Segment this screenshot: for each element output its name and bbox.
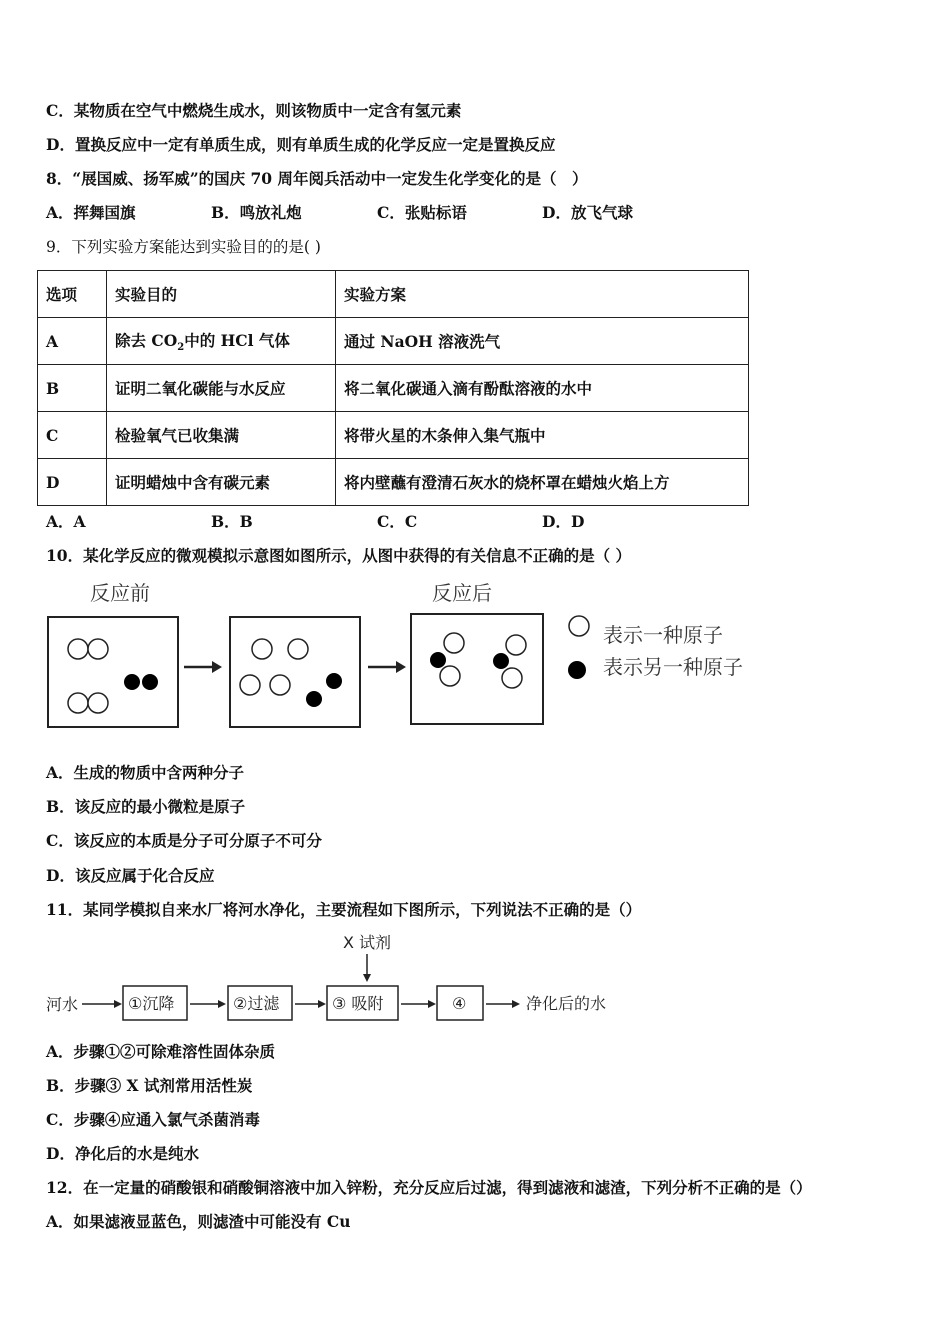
white-atom [252,639,272,659]
black-atom [306,691,322,707]
table-cell-option: A [38,318,107,365]
reagent-label: X 试剂 [343,933,392,952]
table-cell-method: 将带火星的木条伸入集气瓶中 [336,412,749,459]
q8-option-c: C．张贴标语 [377,203,467,222]
reaction-diagram [40,575,760,735]
step-label: ④ [452,994,467,1013]
white-atom [88,639,108,659]
table-row [38,459,749,506]
experiment-table [37,270,749,506]
table-cell-method: 通过 NaOH 溶液洗气 [336,318,749,365]
table-row [38,318,749,365]
question-8: 8．“展国威、扬军威”的国庆 70 周年阅兵活动中一定发生化学变化的是（ ） [46,169,588,188]
question-9: 9．下列实验方案能达到实验目的的是( ) [46,238,321,256]
black-atom [326,673,342,689]
q8-option-b: B．鸣放礼炮 [211,203,302,222]
q7-option-d: D．置换反应中一定有单质生成，则有单质生成的化学反应一定是置换反应 [46,135,556,154]
purification-flow [40,928,640,1028]
q10-option-b: B．该反应的最小微粒是原子 [46,797,246,816]
q10-option-d: D．该反应属于化合反应 [46,866,215,885]
white-atom [68,639,88,659]
table-cell-option: D [38,459,107,506]
legend-black-label: 表示另一种原子 [603,655,743,679]
table-cell-purpose: 证明蜡烛中含有碳元素 [107,459,336,506]
box-after [411,614,543,724]
question-12: 12．在一定量的硝酸银和硝酸铜溶液中加入锌粉，充分反应后过滤，得到滤液和滤渣，下列分析不正确的是（） [46,1178,812,1197]
arrow-head [512,1000,520,1008]
black-atom [142,674,158,690]
q11-option-a: A．步骤①②可除难溶性固体杂质 [46,1042,276,1061]
q8-option-d: D．放飞气球 [542,203,633,222]
white-atom [270,675,290,695]
output-label: 净化后的水 [526,994,607,1013]
q9-option-b: B．B [211,512,253,531]
q9-option-d: D．D [542,512,585,531]
table-row [38,412,749,459]
q9-option-a: A．A [46,512,86,531]
table-cell-purpose: 检验氧气已收集满 [107,412,336,459]
table-cell-option: C [38,412,107,459]
q10-option-c: C．该反应的本质是分子可分原子不可分 [46,831,322,850]
table-cell-option: B [38,365,107,412]
label-after: 反应后 [432,581,492,605]
q11-option-d: D．净化后的水是纯水 [46,1144,199,1163]
white-atom [288,639,308,659]
arrow-head [318,1000,326,1008]
q10-option-a: A．生成的物质中含两种分子 [46,763,245,782]
step-label: ②过滤 [233,994,280,1013]
step-label: ③ 吸附 [332,994,384,1013]
white-atom [440,666,460,686]
legend-white-label: 表示一种原子 [603,623,723,647]
white-atom [502,668,522,688]
white-atom [240,675,260,695]
q8-option-a: A．挥舞国旗 [46,203,136,222]
step-label: ①沉降 [128,994,175,1013]
arrow-head [212,661,222,673]
table-cell-method: 将内壁蘸有澄清石灰水的烧杯罩在蜡烛火焰上方 [336,459,749,506]
table-header-row [38,271,749,318]
q11-option-c: C．步骤④应通入氯气杀菌消毒 [46,1110,260,1129]
label-before: 反应前 [90,581,150,605]
source-label: 河水 [46,995,79,1014]
question-10: 10．某化学反应的微观模拟示意图如图所示，从图中获得的有关信息不正确的是（ ） [46,546,631,565]
table-cell-purpose: 证明二氧化碳能与水反应 [107,365,336,412]
black-atom [430,652,446,668]
black-atom [493,653,509,669]
white-atom [444,633,464,653]
table-header: 实验目的 [107,271,336,318]
arrow-head [396,661,406,673]
arrow-head [428,1000,436,1008]
black-atom [124,674,140,690]
legend-black-atom [568,661,586,679]
legend-white-atom [569,616,589,636]
q7-option-c: C．某物质在空气中燃烧生成水，则该物质中一定含有氢元素 [46,101,462,120]
question-11: 11．某同学模拟自来水厂将河水净化，主要流程如下图所示，下列说法不正确的是（） [46,900,642,919]
table-header: 选项 [38,271,107,318]
table-header: 实验方案 [336,271,749,318]
q11-option-b: B．步骤③ X 试剂常用活性炭 [46,1076,253,1095]
box-before-1 [48,617,178,727]
arrow-head [363,974,371,982]
arrow-head [114,1000,122,1008]
table-cell-purpose: 除去 $CO_2$中的 HCl 气体 [107,318,336,365]
table-cell-method: 将二氧化碳通入滴有酚酞溶液的水中 [336,365,749,412]
white-atom [506,635,526,655]
box-before-2 [230,617,360,727]
arrow-head [218,1000,226,1008]
white-atom [88,693,108,713]
white-atom [68,693,88,713]
table-row [38,365,749,412]
q12-option-a: A．如果滤液显蓝色，则滤渣中可能没有 Cu [46,1212,351,1231]
q9-option-c: C．C [377,512,418,531]
